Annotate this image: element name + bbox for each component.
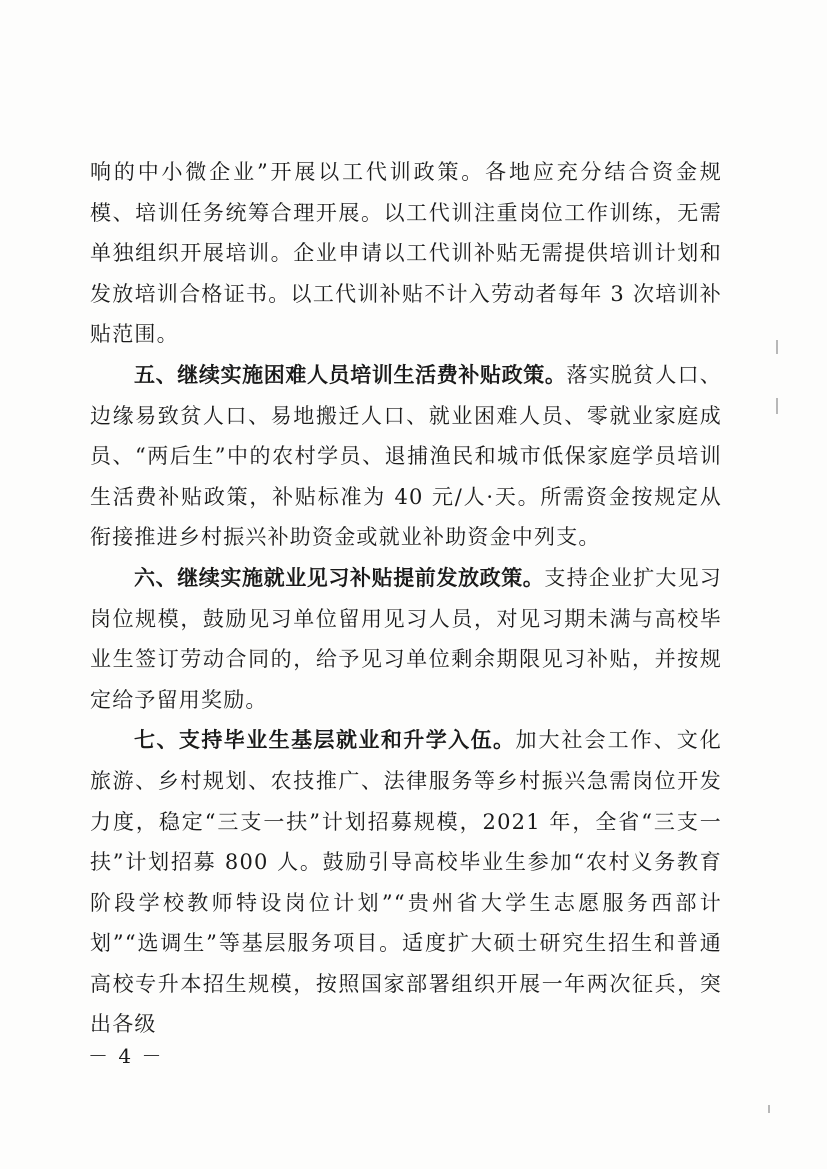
document-body	[90, 152, 722, 1045]
paragraph-section-6	[90, 558, 722, 720]
paragraph-continuation	[90, 152, 722, 355]
scan-edge-mark	[768, 1105, 770, 1113]
section-5-body: 落实脱贫人口、边缘易致贫人口、易地搬迁人口、就业困难人员、零就业家庭成员、“两后生”中的农村学员、退捕渔民和城市低保家庭学员培训生活费补贴政策，补贴标准为 40 元/人·天。所需资金按规定从衔接推进乡村振兴补助资金或就业补助资金中列支。	[90, 362, 723, 550]
paragraph-section-5	[90, 355, 722, 558]
paragraph-body: 响的中小微企业”开展以工代训政策。各地应充分结合资金规模、培训任务统筹合理开展。以工代训注重岗位工作训练，无需单独组织开展培训。企业申请以工代训补贴无需提供培训计划和发放培训合格证书。以工代训补贴不计入劳动者每年 3 次培训补贴范围。	[90, 160, 722, 347]
section-7-heading: 七、支持毕业生基层就业和升学入伍。	[134, 728, 516, 753]
paragraph-section-7	[90, 720, 722, 1045]
page-number: － 4 －	[88, 1044, 164, 1068]
section-5-heading: 五、继续实施困难人员培训生活费补贴政策。	[134, 362, 567, 387]
scan-edge-mark	[776, 340, 778, 354]
section-6-heading: 六、继续实施就业见习补贴提前发放政策。	[134, 565, 545, 590]
section-7-body: 加大社会工作、文化旅游、乡村规划、农技推广、法律服务等乡村振兴急需岗位开发力度，稳定“三支一扶”计划招募规模，2021 年，全省“三支一扶”计划招募 800 人。鼓励引导高校毕业生参加“农村义务教育阶段学校教师特设岗位计划”“贵州省大学生志愿服务西部计划”“选调生”等基层服务项目。适度扩大硕士研究生招生和普通高校专升本招生规模，按照国家部署组织开展一年两次征兵，突出各级	[90, 728, 722, 1037]
section-6-body: 支持企业扩大见习岗位规模，鼓励见习单位留用见习人员，对见习期未满与高校毕业生签订劳动合同的，给予见习单位剩余期限见习补贴，并按规定给予留用奖励。	[90, 565, 723, 712]
scan-edge-mark	[776, 398, 778, 414]
